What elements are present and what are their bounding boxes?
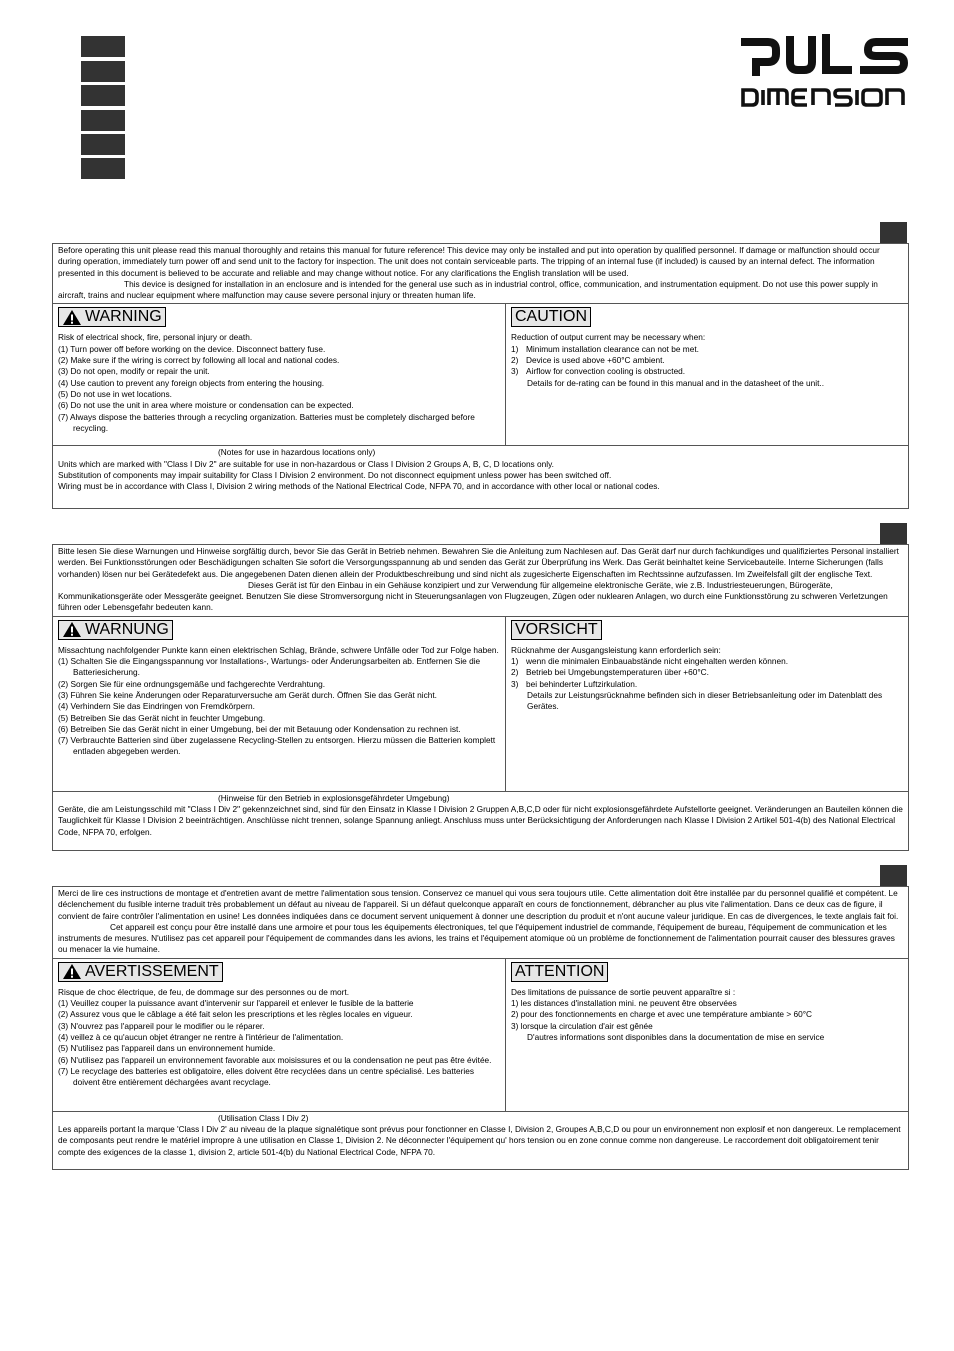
english-section [52, 243, 909, 509]
german-intro [53, 545, 908, 617]
english-class-line: Units which are marked with "Class I Div 2" are suitable for use in non-hazardous or Class I Division 2 Groups A, B, C, D locations only. [58, 458, 554, 469]
german-section [52, 544, 909, 851]
english-warning-caution [53, 304, 908, 446]
german-class-line: Geräte, die am Leistungsschild mit "Class I Div 2" gekennzeichnet sind, sind für den Einsatz in Klasse I Division 2 Gruppen A,B,C,D oder für nicht explosionsgefährdete Aufstellorte geeignet. Veränderungen an Bauteilen können die Tauglichkeit für Klasse I Division 2 beeinträchtigen. Anschlüsse nicht trennen, solange Spannung anliegt. Anschluss muss unter Berücksichtigung der Anforderungen nach Klasse I Division 2 Artikel 501-4(b) des National Electrical Code, NFPA 70, erfolgen. [58, 804, 903, 837]
english-intended-use: This device is designed for installation in an enclosure and is intended for the general use such as in industrial control, office, communication, and instrumentation equipment. Do not use this power supply in aircraft, trains and nuclear equipment where malfunction may cause severe personal injury or threaten human life. [58, 278, 878, 301]
french-intro-text: Merci de lire ces instructions de montage et d'entretien avant de mettre l'alimentation sous tension. Conservez ce manuel qui vous sera toujours utile. Cette alimentation doit être installée par du personnel qualifié et compétent. Le déclenchement du fusible interne traduit très probablement un défaut au niveau de l'appareil. Si un défaut quelconque apparaît en cours de fonctionnement, débrancher au plus vite l'alimentation. Dans ce deux cas de figure, il convient de faire contrôler l'alimentation en usine! Les données indiquées dans ce document servent uniquement à donner une description du produit et n'ont aucune valeur juridique. En cas de divergences, le texte anglais fait foi. [58, 888, 899, 921]
french-warning-item: (3) N'ouvrez pas l'appareil pour le modifier ou le réparer. [58, 1020, 265, 1031]
english-caution-item: 2) Device is used above +60°C ambient. [511, 355, 665, 366]
french-intended-use: Cet appareil est conçu pour être installé dans une armoire et pour tous les équipements électroniques, tel que l'équipement industriel de commande, l'équipement de bureau, l'équipement de communication et les instruments de mesures. N'utilisez pas cet appareil pour l'équipement de commandes dans les avions, les trains et l'équipement atomique où un problème de fonctionnement de l'alimentation pourrait causer des blessures graves ou menacer la vie humaine. [58, 921, 895, 955]
french-warning-item: (5) N'utilisez pas l'appareil dans un environnement humide. [58, 1043, 276, 1054]
english-class-line: Wiring must be in accordance with Class I, Division 2 wiring methods of the National Electrical Code, NFPA 70, and in accordance with other local or national codes. [58, 481, 660, 492]
german-caution-item: 1) wenn die minimalen Einbauabstände nicht eingehalten werden können. [511, 656, 788, 667]
english-warning-intro: Risk of electrical shock, fire, personal injury or death. [58, 332, 253, 343]
warning-triangle-icon [62, 963, 82, 980]
english-warning-item: (2) Make sure if the wiring is correct by following all local and national codes. [58, 355, 340, 366]
english-warning-item: (5) Do not use in wet locations. [58, 388, 172, 399]
german-warning-item: (6) Betreiben Sie das Gerät nicht in einer Umgebung, bei der mit Betauung oder Kondensation zu rechnen ist. [58, 723, 461, 734]
english-caution-column [506, 304, 908, 445]
french-warning-item: (2) Assurez vous que le câblage a été fait selon les prescriptions et les règles locales en vigueur. [58, 1009, 413, 1020]
french-class-notes [53, 1112, 908, 1160]
vorsicht-label-text: VORSICHT [515, 620, 598, 638]
german-warning-caution [53, 617, 908, 792]
warning-label-text: WARNING [85, 308, 162, 326]
french-caution-item: 2) pour des fonctionnements en charge et avec une température ambiante > 60°C [511, 1009, 813, 1020]
english-warning-item: (6) Do not use the unit in area where moisture or condensation can be expected. [58, 400, 354, 411]
english-warning-column [53, 304, 506, 445]
french-warning-item: (1) Veuillez couper la puissance avant d'intervenir sur l'appareil et enlever le fusible de la batterie [58, 998, 414, 1009]
german-warning-column [53, 617, 506, 791]
english-warning-item: (7) Always dispose the batteries through a recycling organization. Batteries must be completely discharged before recycling. [58, 411, 475, 433]
french-class-caption: (Utilisation Class I Div 2) [218, 1112, 309, 1123]
german-warning-item: (3) Führen Sie keine Änderungen oder Reparaturversuche am Gerät durch. Öffnen Sie das Gerät nicht. [58, 689, 437, 700]
german-class-caption: (Hinweise für den Betrieb in explosionsgefährdeter Umgebung) [218, 792, 450, 803]
french-warning-item: (6) N'utilisez pas l'appareil un environnement favorable aux moisissures et ou la condensation ne peut pas être évitée. [58, 1054, 492, 1065]
german-caution-item: 2) Betrieb bei Umgebungstemperaturen über +60°C. [511, 667, 709, 678]
french-caution-item: 1) les distances d'installation mini. ne peuvent être observées [511, 998, 737, 1009]
header-block-1 [81, 36, 125, 57]
english-warning-item: (3) Do not open, modify or repair the unit. [58, 366, 210, 377]
english-caution-intro: Reduction of output current may be necessary when: [511, 332, 706, 343]
german-intro-text: Bitte lesen Sie diese Warnungen und Hinweise sorgfältig durch, bevor Sie das Gerät in Betrieb nehmen. Bewahren Sie die Anleitung zum Nachlesen auf. Das Gerät darf nur durch fachkundiges und qualifiziertes Personal installiert werden. Bei Funktionsstörungen oder Beschädigungen schalten Sie sofort die Versorgungsspannung ab und senden das Gerät zur Überprüfung ins Werk. Das Gerät beinhaltet keine Servicebauteile. Interne Sicherungen (falls vorhanden) lösen nur bei Gerätedefekt aus. Die angegebenen Daten dienen allein der Produktbeschreibung und sind nicht als zugesicherte Eigenschaften im Rechtssinne aufzufassen. Im Zweifelsfall gilt der englische Text. [58, 546, 899, 579]
attention-label [511, 962, 608, 982]
section-tab-french [880, 865, 907, 886]
header-block-6 [81, 158, 125, 179]
french-intro [53, 887, 908, 959]
french-section [52, 886, 909, 1170]
caution-label-text: CAUTION [515, 308, 587, 326]
german-caution-note: Details zur Leistungsrücknahme befinden sich in dieser Betriebsanleitung oder im Datenblatt des Gerätes. [527, 689, 883, 712]
french-warning-intro: Risque de choc électrique, de feu, de dommage sur des personnes ou de mort. [58, 986, 350, 997]
german-warning-intro: Missachtung nachfolgender Punkte kann einen elektrischen Schlag, Brände, schwere Unfälle oder Tod zur Folge haben. [58, 644, 499, 655]
german-warning-item: (4) Verhindern Sie das Eindringen von Fremdkörpern. [58, 701, 255, 712]
german-warning-item: (5) Betreiben Sie das Gerät nicht in feuchter Umgebung. [58, 712, 266, 723]
warning-triangle-icon [62, 309, 82, 326]
section-tab-english [880, 222, 907, 243]
english-caution-item: 3) Airflow for convection cooling is obstructed. [511, 366, 686, 377]
french-caution-intro: Des limitations de puissance de sortie peuvent apparaître si : [511, 986, 736, 997]
warnung-label-text: WARNUNG [85, 620, 169, 638]
english-intro [53, 244, 908, 304]
avertissement-label [58, 962, 223, 982]
attention-label-text: ATTENTION [515, 962, 605, 980]
english-intro-text: Before operating this unit please read this manual thoroughly and retains this manual for future reference! This device may only be installed and put into operation by qualified personnel. If damage or malfunction should occur during operation, immediately turn power off and send unit to the factory for inspection. The unit does not contain serviceable parts. The tripping of an internal fuse (if included) is caused by an internal defect. The information presented in this document is believed to be accurate and reliable and may change without notice. For any clarifications the English translation will be used. [58, 245, 880, 278]
french-class-line: Les appareils portant la marque 'Class I Div 2' au niveau de la plaque signalétique sont prévus pour fonctionner en Classe I, Division 2, Groupes A,B,C,D ou pour un environnement non explosif et non dangereux. Le remplacement de composants peut rendre le matériel impropre à une utilisation en Classe 1, Division 2. Ne déconnecter l'équipement qu' hors tension ou en zone connue comme non dangereuse. Le raccordement doit obligatoirement tenir compte des exigences de la classe 1, division 2, article 501-4(b) du National Electrical Code, NFPA 70. [58, 1124, 901, 1157]
french-warning-caution [53, 959, 908, 1112]
french-caution-note: D'autres informations sont disponibles dans la documentation de mise en service [527, 1031, 825, 1042]
german-caution-column [506, 617, 908, 791]
french-warning-item: (7) Le recyclage des batteries est obligatoire, elles doivent être recyclées dans un centre spécialisé. Les batteries doivent être entièrement déchargées avant recyclage. [58, 1065, 474, 1088]
french-caution-column [506, 959, 908, 1111]
german-class-notes [53, 792, 908, 840]
english-class-caption: (Notes for use in hazardous locations only) [218, 447, 376, 458]
section-tab-german [880, 523, 907, 544]
warning-label [58, 307, 166, 327]
warning-triangle-icon [62, 621, 82, 638]
english-warning-item: (4) Use caution to prevent any foreign objects from entering the housing. [58, 377, 325, 388]
header-block-4 [81, 110, 125, 131]
header-block-5 [81, 134, 125, 155]
german-warning-item: (7) Verbrauchte Batterien sind über zugelassene Recycling-Stellen zu entsorgen. Hierzu müssen die Batterien komplett entladen abgegeben werden. [58, 735, 496, 757]
german-intended-use: Dieses Gerät ist für den Einbau in ein Gehäuse konzipiert und zur Verwendung für allgemeine elektronische Geräte, wie z.B. Industriesteuerungen, Bürogeräte, Kommunikationsgeräte oder Messgeräte geeignet. Benutzen Sie diese Stromversorgung nicht in Steuerungsanlagen von Flugzeugen, Zügen oder nuklearen Anlagen, wo durch eine Funktionsstörung zu schweren Verletzungen führen oder Lebensgefahr bedeuten kann. [58, 579, 888, 613]
puls-dimension-logo [740, 32, 912, 112]
french-caution-item: 3) lorsque la circulation d'air est gênée [511, 1020, 653, 1031]
german-warning-item: (2) Sorgen Sie für eine ordnungsgemäße und fachgerechte Verdrahtung. [58, 678, 326, 689]
warnung-label [58, 620, 173, 640]
german-caution-item: 3) bei behinderter Luftzirkulation. [511, 678, 638, 689]
english-warning-item: (1) Turn power off before working on the device. Disconnect battery fuse. [58, 343, 326, 354]
vorsicht-label [511, 620, 602, 640]
german-caution-intro: Rücknahme der Ausgangsleistung kann erforderlich sein: [511, 644, 721, 655]
english-class-line: Substitution of components may impair suitability for Class I Division 2 environment. Do not disconnect equipment unless power has been switched off. [58, 470, 612, 481]
english-caution-item: 1) Minimum installation clearance can not be met. [511, 343, 699, 354]
english-caution-note: Details for de-rating can be found in this manual and in the datasheet of the unit.. [527, 377, 825, 388]
avertissement-label-text: AVERTISSEMENT [85, 962, 219, 980]
french-warning-item: (4) veillez à ce qu'aucun objet étranger ne rentre à l'intérieur de l'alimentation. [58, 1031, 344, 1042]
english-class-notes [53, 446, 908, 494]
header-block-2 [81, 61, 125, 82]
french-warning-column [53, 959, 506, 1111]
header-block-3 [81, 85, 125, 106]
german-warning-item: (1) Schalten Sie die Eingangsspannung vor Installations-, Wartungs- oder Änderungsarbeiten ab. Entfernen Sie die Batteriesicherung. [58, 656, 481, 678]
caution-label [511, 307, 591, 327]
